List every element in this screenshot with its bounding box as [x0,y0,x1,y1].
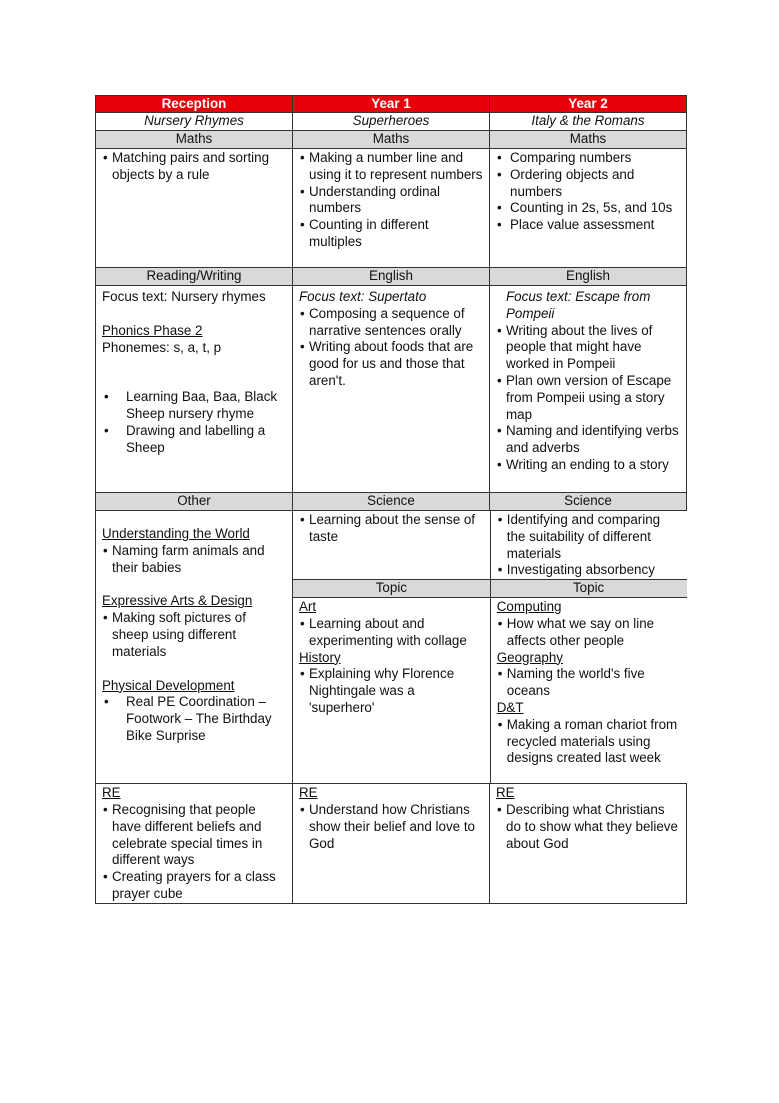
subject-title: Physical Development [102,677,235,693]
list-item: • Real PE Coordination – Footwork – The Birthday Bike Surprise [126,694,286,744]
header-reception: Reception [96,96,293,113]
list-item: • Describing what Christians do to show what they believe about God [506,802,680,852]
header-year1: Year 1 [293,96,490,113]
header-year2: Year 2 [490,96,687,113]
list-item: • Naming the world's five oceans [507,666,681,700]
topic-header: Topic [293,580,490,598]
list-item: • Making soft pictures of sheep using different materials [112,610,286,660]
theme-year1: Superheroes [293,113,490,131]
re-reception [96,784,293,904]
section-header: Maths [490,131,687,149]
list-item: • Matching pairs and sorting objects by a rule [112,150,286,184]
list-item: • Place value assessment [510,217,680,234]
subject-title: Understanding the World [102,526,250,541]
list-item: • Making a roman chariot from recycled materials using designs created last week [507,717,681,767]
list-item: • Investigating absorbency [507,562,681,579]
list-item: • Creating prayers for a class prayer cube [112,869,286,903]
other-reception [96,511,293,784]
maths-content-row [96,149,687,268]
section-header: Science [293,493,490,511]
re-year2 [490,784,687,904]
english-year1 [293,286,490,493]
list-item: • Writing about the lives of people that might have worked in Pompeii [506,323,680,373]
list-item: • Naming farm animals and their babies [112,543,286,577]
other-content-row [96,511,687,784]
list-item: • Making a number line and using it to represent numbers [309,150,483,184]
section-header: Maths [96,131,293,149]
section-header: Other [96,493,293,511]
science-topic-table [293,511,687,783]
maths-year2 [490,149,687,268]
section-header: English [490,268,687,286]
focus-text: Focus text: Escape from Pompeii [506,289,651,321]
list-item: • Recognising that people have different beliefs and celebrate special times in different ways [112,802,286,869]
subject-title: RE [496,785,515,801]
topic-year2 [490,598,686,784]
list-item: • Plan own version of Escape from Pompeii using a story map [506,373,680,423]
list-item: • Learning about the sense of taste [309,512,484,546]
phonics-title: Phonics Phase 2 [102,322,203,338]
topic-year1 [293,598,490,784]
theme-reception: Nursery Rhymes [96,113,293,131]
english-reception [96,286,293,493]
list-item: • Learning Baa, Baa, Black Sheep nursery rhyme [126,389,286,423]
subject-title: RE [299,785,318,801]
maths-year1 [293,149,490,268]
science-year1 [293,511,490,580]
list-item: • Explaining why Florence Nightingale was a 'superhero' [309,666,484,716]
subject-title: Geography [496,649,564,665]
section-header: Reading/Writing [96,268,293,286]
list-item: • Learning about and experimenting with collage [309,616,484,650]
other-header-row [96,493,687,511]
subject-title: Computing [496,599,562,615]
phonemes: Phonemes: s, a, t, p [102,339,222,355]
section-header: Maths [293,131,490,149]
subject-title: Expressive Arts & Design [102,593,253,609]
subject-title: Art [299,599,317,615]
re-year1 [293,784,490,904]
subject-title: History [299,649,341,665]
list-item: • Counting in 2s, 5s, and 10s [510,200,680,217]
curriculum-table [95,95,687,904]
english-year2 [490,286,687,493]
maths-reception [96,149,293,268]
list-item: • Understand how Christians show their belief and love to God [309,802,483,852]
list-item: • Counting in different multiples [309,217,483,251]
theme-row [96,113,687,131]
list-item: • Identifying and comparing the suitability of different materials [507,512,681,562]
list-item: • How what we say on line affects other people [507,616,681,650]
subject-title: D&T [496,699,524,715]
section-header: Science [490,493,687,511]
subject-title: RE [102,785,121,801]
list-item: • Naming and identifying verbs and adverbs [506,423,680,457]
english-header-row [96,268,687,286]
list-item: • Comparing numbers [510,150,680,167]
science-topic-block [293,511,687,784]
list-item: • Composing a sequence of narrative sentences orally [309,306,483,340]
english-content-row [96,286,687,493]
topic-header: Topic [490,580,686,598]
focus-text: Focus text: Nursery rhymes [102,289,266,304]
list-item: • Writing about foods that are good for us and those that aren't. [309,339,483,389]
theme-year2: Italy & the Romans [490,113,687,131]
maths-header-row [96,131,687,149]
list-item: • Ordering objects and numbers [510,167,680,201]
list-item: • Drawing and labelling a Sheep [126,423,286,457]
year-header-row [96,96,687,113]
re-row [96,784,687,904]
curriculum-overview [95,95,686,904]
list-item: • Understanding ordinal numbers [309,184,483,218]
focus-text: Focus text: Supertato [299,289,427,304]
section-header: English [293,268,490,286]
list-item: • Writing an ending to a story [506,457,680,474]
science-year2 [490,511,686,580]
